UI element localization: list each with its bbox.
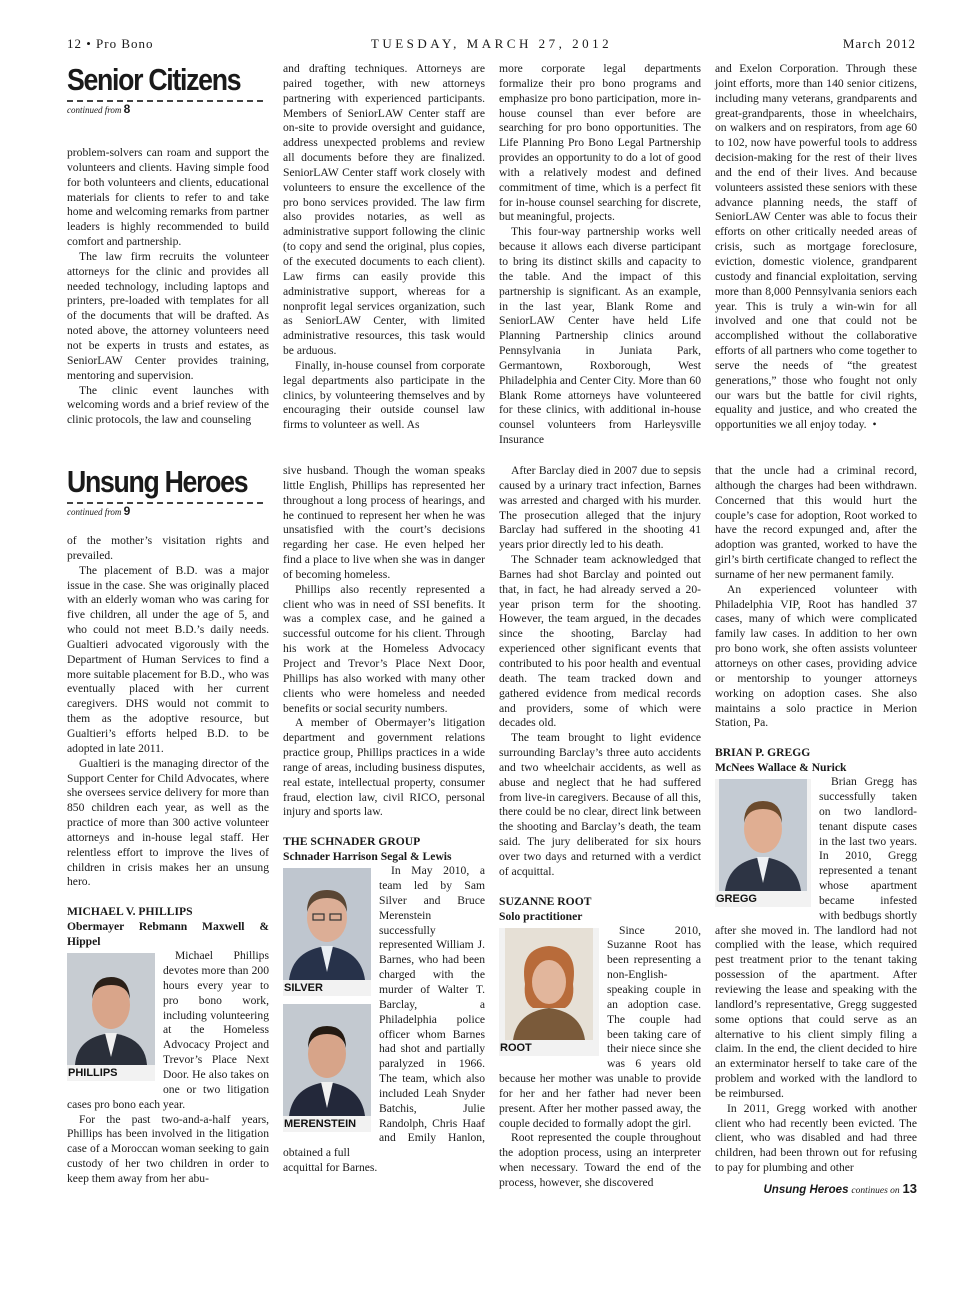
honoree-firm: Obermayer Rebmann Maxwell & Hippel xyxy=(67,920,269,949)
root-photo xyxy=(499,928,599,1056)
paragraph: A member of Obermayer’s litigation department and government relations practice group, Phillips practices in a wide range of areas, including business disputes, real estate, intellectual property, consumer fraud, election law, civil RICO, personal injury and sports law. xyxy=(283,716,485,819)
paragraph: problem-solvers can roam and support the volunteers and clients. Having simple food for both volunteers and clients, educational materials for clients to refer to and take home and welcoming remarks from partner leaders is highly recommended to build comfort and partnership. xyxy=(67,146,269,249)
continued-from-label: continued from 8 xyxy=(67,102,131,116)
honoree-firm: McNees Wallace & Nurick xyxy=(715,761,847,775)
paragraph: of the mother’s visitation rights and prevailed. xyxy=(67,534,269,562)
paragraph: that the uncle had a criminal record, although the charges had been withdrawn. Concerned that this would hurt the couple’s case for adoption, Root worked to have the record expunged and, after the adoption was granted, worked to have the girl’s birth certificate changed to reflect the surname of her new permanent family. xyxy=(715,464,917,581)
paragraph: After Barclay died in 2007 due to sepsis caused by a urinary tract infection, Barnes was arrested and charged with his murder. The prosecution alleged that the injury Barclay had suffered in the shooting 41 years prior directly led to his death. xyxy=(499,464,701,552)
paragraph: The team brought to light evidence surrounding Barclay’s three auto accidents and two wheelchair accidents, as well as abuse and neglect that he had suffered from live-in caregivers. Because of all this, there could be no clear, direct link between the shooting and Barclay’s death, the team said. The jury deliberated for six hours over two days and returned with a verdict of acquittal. xyxy=(499,731,701,878)
gregg-photo xyxy=(715,779,811,907)
paragraph: sive husband. Though the woman speaks little English, Phillips has represented her throughout a long process of hearings, and he continued to represent her when he was unsatisfied with the court’s decisions regarding her case. He even helped her find a place to live when she was in danger of becoming homeless. xyxy=(283,464,485,581)
portrait-image xyxy=(67,953,155,1065)
photo-caption: GREGG xyxy=(716,893,757,906)
page-section-label: 12 • Pro Bono xyxy=(67,36,154,51)
portrait-image xyxy=(715,779,811,891)
headline-divider xyxy=(67,100,263,102)
senior-column-2 xyxy=(283,62,485,433)
heroes-headline: Unsung Heroes xyxy=(67,464,248,499)
paragraph: An experienced volunteer with Philadelphia VIP, Root has handled 37 cases, many of which were complicated family law cases. In addition to her own pro bono work, she often assists volunteer attorneys on other cases, providing advice or mentorship to younger attorneys working on adoption cases. She also maintains a solo practice in Merion Station, Pa. xyxy=(715,582,917,730)
paragraph: The placement of B.D. was a major issue in the case. She was originally placed with an elderly woman who was caring for five children, all under the age of 5, and who could not meet B.D.’s daily needs. Gualtieri advocated vigorously with the Department of Human Services to find a more suitable placement for B.D., who was eventually placed with her current caregivers. DHS would not commit to them as the adoptive resource, but Gualtieri’s efforts helped B.D. to be adopted in late 2011. xyxy=(67,563,269,755)
honoree-firm: Solo practitioner xyxy=(499,909,583,923)
page-date: TUESDAY, MARCH 27, 2012 xyxy=(370,36,613,51)
paragraph: For the past two-and-a-half years, Phillips has been involved in the litigation case of a Moroccan woman seeking to gain custody of her two children in order to keep them away from her abu- xyxy=(67,1112,269,1185)
page-header xyxy=(67,36,916,54)
merenstein-photo xyxy=(283,1004,371,1132)
senior-headline: Senior Citizens xyxy=(67,62,241,97)
paragraph: Root represented the couple throughout the adoption process, using an interpreter when necessary. Toward the end of the process, however, she discovered xyxy=(499,1131,701,1189)
heroes-column-2 xyxy=(283,464,485,1176)
paragraph: The law firm recruits the volunteer attorneys for the clinic and provides all needed technology, including laptops and printers, pre-loaded with templates for all of the documents that will be drafted. As noted above, the attorney volunteers need not be experts in trusts and estates, as SeniorLAW Center provides training, mentoring and supervision. xyxy=(67,249,269,382)
senior-column-1 xyxy=(67,62,269,428)
continues-on-label: Unsung Heroes continues on 13 xyxy=(763,1180,917,1196)
paragraph: Brian Gregg has successfully taken on two landlord-tenant dispute cases in the last two years. In 2010, Gregg represented a tenant whose apartment became infested with bedbugs shortly after she moved in. The landlord had not complied with the lease, which required pest treatment prior to the tenant taking possession of the apartment. After reviewing the lease and speaking with the landlord’s representative, Gregg suggested some options that could serve as an alternative to his client simply filing a claim. In the end, the client decided to hire an exterminator herself to take care of the problem and worked with the landlord to be reimbursed. xyxy=(715,775,917,1100)
paragraph: more corporate legal departments formalize their pro bono programs and emphasize pro bono participation, more in-house counsel than ever before are searching for pro bono opportunities. The Life Planning Pro Bono Legal Partnership provides an opportunity to do a lot of good with a relatively modest and defined commitment of time, which is a perfect fit for in-house counsel searching for discrete, but meaningful, projects. xyxy=(499,62,701,224)
paragraph: acquittal for Barnes. xyxy=(283,1161,378,1175)
paragraph: and Exelon Corporation. Through these joint efforts, more than 140 senior citizens, including many veterans, grandparents and great-grandparents, those in wheelchairs, on walkers and on respirators, from age 60 to 102, now have powerful tools to address decision-making for the rest of their lives and the end of their lives. And because volunteers assisted these seniors with these advance planning needs, the staff of SeniorLAW Center was able to focus their efforts on other critically needed areas of crisis, such as mortgage foreclosure, eviction, domestic violence, grandparent custody and financial exploitation, serving more than 8,000 Pennsylvania seniors each year. This is truly a win-win for all involved and one that could not be accomplished without the collaborative efforts of all partners who come together to serve the needs of “the greatest generations,” those who fought not only our wars but the battle for civil rights, equality and justice, and who created the opportunities we all enjoy today. • xyxy=(715,62,917,432)
honoree-name: MICHAEL V. PHILLIPS xyxy=(67,905,193,919)
paragraph: Phillips also recently represented a client who was in need of SSI benefits. It was a complex case, and he gained a successful outcome for his client. Through his work at the Homeless Advocacy Project and Trevor’s Place Next Door, Phillips has also worked with many other clients who were homeless and needed benefits or social security numbers. xyxy=(283,582,485,715)
page-issue: March 2012 xyxy=(842,36,916,51)
honoree-name: THE SCHNADER GROUP xyxy=(283,835,421,849)
honoree-name: BRIAN P. GREGG xyxy=(715,746,811,760)
heroes-column-1 xyxy=(67,464,269,1187)
paragraph: The Schnader team acknowledged that Barnes had shot Barclay and pointed out that, in fact, he had already served a 20-year prison term for the shooting. However, the team argued, in the decades since the shooting, Barclay had experienced other significant events that contributed to his poor health and eventual death. The team tracked down and gathered evidence from medical records and providers, some of which were decades old. xyxy=(499,553,701,730)
honoree-name: SUZANNE ROOT xyxy=(499,894,592,908)
portrait-image xyxy=(499,928,599,1040)
continued-from-label: continued from 9 xyxy=(67,504,131,518)
photo-caption: MERENSTEIN xyxy=(284,1118,357,1131)
portrait-image xyxy=(283,1004,371,1116)
schnader-photos xyxy=(283,864,379,1136)
photo-caption: PHILLIPS xyxy=(68,1067,118,1080)
heroes-column-3 xyxy=(499,464,701,1191)
honoree-firm: Schnader Harrison Segal & Lewis xyxy=(283,850,452,864)
paragraph: Gualtieri is the managing director of the Support Center for Child Advocates, where she oversees service delivery for more than 850 children each year, as well as the practice of more than 300 active volunteer attorneys and in-house legal staff. Her relentless effort to improve the lives of children in crisis makes her an unsung hero. xyxy=(67,756,269,889)
senior-column-3 xyxy=(499,62,701,448)
photo-caption: SILVER xyxy=(284,982,323,995)
portrait-image xyxy=(283,868,371,980)
paragraph: In 2011, Gregg worked with another client who had recently been evicted. The client, who was disabled and had three children, had been thrown out for refusing to pay for plumbing and other xyxy=(715,1101,917,1175)
phillips-photo xyxy=(67,953,155,1081)
senior-column-4 xyxy=(715,62,917,433)
paragraph: Finally, in-house counsel from corporate legal departments also participate in the clinics, by volunteering themselves and by encouraging their outside counsel law firms to volunteer as well. As xyxy=(283,358,485,432)
heroes-column-4 xyxy=(715,464,917,1199)
photo-caption: ROOT xyxy=(500,1041,532,1054)
paragraph: Since 2010, Suzanne Root has been representing a non-English-speaking couple in an adoption case. The couple had been taking care of their niece since she was 6 years old because her mother was unable to provide for her and her father had never been present. After her mother passed away, the couple decided to formally adopt the girl. xyxy=(499,923,701,1130)
paragraph: Michael Phillips devotes more than 200 hours every year to pro bono work, including volunteering at the Homeless Advocacy Project and Trevor’s Place Next Door. He also takes on one or two litigation cases pro bono each year. xyxy=(67,949,269,1111)
paragraph: In May 2010, a team led by Sam Silver and Bruce Merenstein successfully represented William J. Barnes, who had been charged with the murder of Walter T. Barclay, a Philadelphia police officer whom Barnes had shot and partially paralyzed in 1966. The team, which also included Leah Snyder Batchis, Julie Randolph, Chris Haaf and Emily Hanlon, obtained a full xyxy=(283,864,485,1160)
end-mark: • xyxy=(872,418,877,432)
paragraph: This four-way partnership works well because it allows each diverse participant to bring its distinct skills and capacity to the table. And the impact of this partnership is significant. As an example, in the last year, Blank Rome and SeniorLAW Center have held Life Planning Partnership clinics around Pennsylvania in Juniata Park, Germantown, Roxborough, West Philadelphia and Center City. More than 60 Blank Rome attorneys have volunteered for these clinics, with additional in-house counsel volunteers from Harleysville Insurance xyxy=(499,225,701,447)
paragraph: and drafting techniques. Attorneys are paired together, with new attorneys partnering with experienced participants. Members of SeniorLAW Center staff are on-site to provide oversight and guidance, address unexpected problems and review all documents before they are finalized. SeniorLAW Center staff work closely with volunteers to ensure the excellence of the pro bono services provided. The law firm also provides notaries, as well as administrative support following the clinic (to copy and send the original, plus copies, of the executed documents to each client). Law firms can easily provide this administrative support, whereas for a nonprofit legal services organization, such as SeniorLAW Center, with limited administrative resources, this task would be arduous. xyxy=(283,62,485,358)
silver-photo xyxy=(283,868,371,996)
headline-divider xyxy=(67,502,263,504)
paragraph: The clinic event launches with welcoming words and a brief review of the clinic protocols, the law and counseling xyxy=(67,383,269,427)
